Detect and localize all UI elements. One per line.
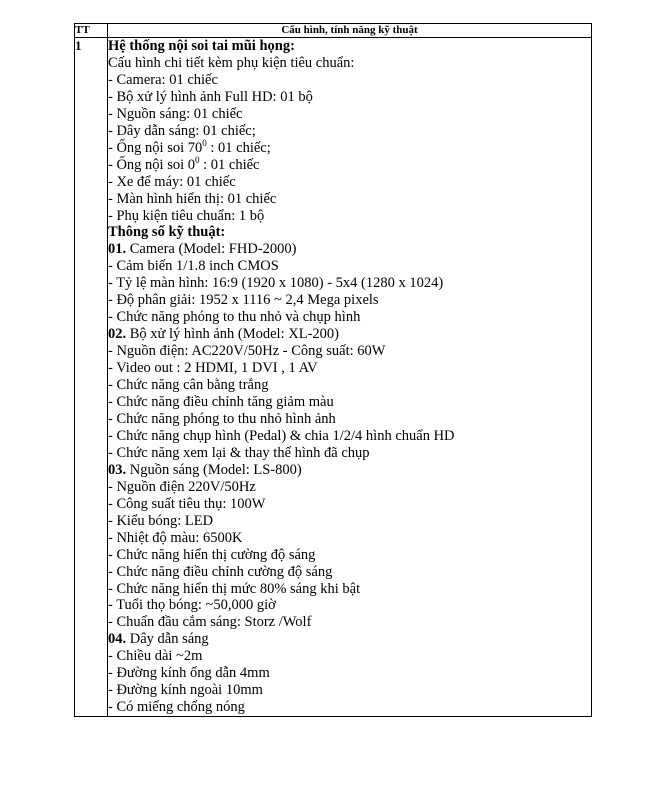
spec-item: - Chức năng điều chỉnh tăng giảm màu	[108, 394, 334, 411]
config-item: - Bộ xử lý hình ảnh Full HD: 01 bộ	[108, 88, 313, 105]
section-number: 03.	[108, 461, 127, 478]
spec-item: - Chức năng cân bằng trắng	[108, 377, 269, 394]
spec-table	[74, 23, 592, 717]
spec-item: - Kiểu bóng: LED	[108, 512, 214, 529]
spec-item: - Công suất tiêu thụ: 100W	[108, 495, 266, 512]
section-title: Nguồn sáng (Model: LS-800)	[126, 461, 302, 478]
config-item: - Camera: 01 chiếc	[108, 71, 218, 88]
spec-item: - Chức năng hiển thị cường độ sáng	[108, 546, 316, 563]
section-title: Dây dẫn sáng	[126, 631, 209, 648]
row-number: 1	[75, 38, 108, 717]
table-row	[75, 38, 592, 717]
row-content	[108, 38, 592, 717]
system-heading: Hệ thống nội soi tai mũi họng:	[108, 38, 295, 54]
spec-item: - Chức năng phóng to thu nhỏ hình ảnh	[108, 410, 336, 427]
config-item: - Dây dẫn sáng: 01 chiếc;	[108, 122, 256, 139]
spec-item: - Có miếng chống nóng	[108, 699, 245, 716]
spec-item: - Chức năng điều chỉnh cường độ sáng	[108, 563, 333, 580]
section-heading	[108, 326, 591, 343]
section-title: Camera (Model: FHD-2000)	[126, 241, 297, 258]
scope-0-prefix: - Ống nội soi 0	[108, 156, 195, 173]
scope-70-suffix: : 01 chiếc;	[206, 139, 271, 156]
scope-70-degree: 0	[202, 137, 207, 148]
section-number: 02.	[108, 326, 127, 343]
spec-item: - Chiều dài ~2m	[108, 648, 203, 665]
spec-item: - Chức năng hiển thị mức 80% sáng khi bật	[108, 580, 361, 597]
header-tt: TT	[75, 24, 108, 38]
spec-item: - Độ phân giải: 1952 x 1116 ~ 2,4 Mega pixels	[108, 292, 379, 309]
config-item: - Phụ kiện tiêu chuẩn: 1 bộ	[108, 207, 265, 224]
section-title: Bộ xử lý hình ảnh (Model: XL-200)	[126, 326, 339, 343]
spec-item: - Nguồn điện: AC220V/50Hz - Công suất: 60W	[108, 343, 386, 360]
spec-item: - Tuổi thọ bóng: ~50,000 giờ	[108, 597, 276, 614]
config-item-scope-70	[108, 137, 591, 157]
spec-item: - Chuẩn đầu cắm sáng: Storz /Wolf	[108, 614, 312, 631]
section-heading	[108, 631, 591, 648]
section-heading	[108, 241, 591, 258]
config-item-scope-0	[108, 154, 591, 174]
header-row	[75, 24, 592, 38]
spec-item: - Video out : 2 HDMI, 1 DVI , 1 AV	[108, 360, 318, 377]
specs-heading: Thông số kỹ thuật:	[108, 224, 226, 241]
config-item: - Màn hình hiển thị: 01 chiếc	[108, 190, 277, 207]
section-heading	[108, 462, 591, 479]
config-item: - Xe để máy: 01 chiếc	[108, 173, 236, 190]
config-intro: Cấu hình chi tiết kèm phụ kiện tiêu chuẩn:	[108, 54, 355, 71]
spec-item: - Đường kính ống dẫn 4mm	[108, 665, 270, 682]
scope-0-degree: 0	[195, 154, 200, 165]
spec-item: - Chức năng phóng to thu nhỏ và chụp hình	[108, 309, 361, 326]
spec-item: - Cảm biến 1/1.8 inch CMOS	[108, 258, 279, 275]
header-title: Cấu hình, tính năng kỹ thuật	[108, 24, 592, 38]
spec-item: - Nguồn điện 220V/50Hz	[108, 478, 256, 495]
scope-0-suffix: : 01 chiếc	[199, 156, 260, 173]
config-item: - Nguồn sáng: 01 chiếc	[108, 105, 243, 122]
spec-item: - Đường kính ngoài 10mm	[108, 682, 263, 699]
section-number: 01.	[108, 241, 127, 258]
spec-item: - Chức năng chụp hình (Pedal) & chia 1/2/4 hình chuẩn HD	[108, 427, 455, 444]
section-number: 04.	[108, 631, 127, 648]
spec-item: - Chức năng xem lại & thay thế hình đã chụp	[108, 444, 370, 461]
spec-item: - Tỷ lệ màn hình: 16:9 (1920 x 1080) - 5x4 (1280 x 1024)	[108, 275, 444, 292]
scope-70-prefix: - Ống nội soi 70	[108, 139, 203, 156]
spec-item: - Nhiệt độ màu: 6500K	[108, 529, 243, 546]
